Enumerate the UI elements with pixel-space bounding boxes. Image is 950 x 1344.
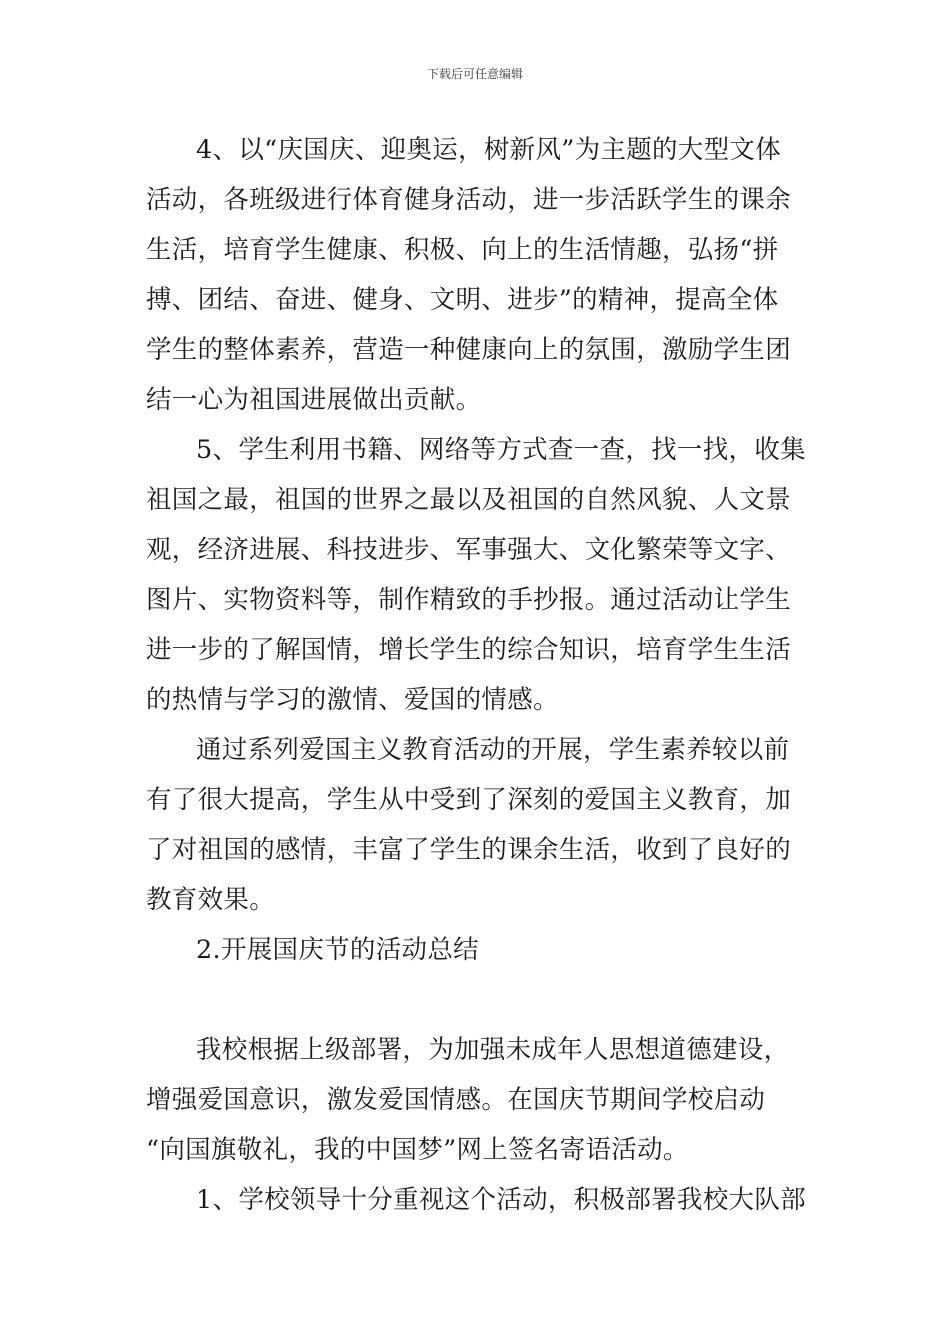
text-line: 我校根据上级部署，为加强未成年人思想道德建设， [196,1035,790,1065]
header-note: 下载后可任意编辑 [426,67,523,81]
text-line: 结一心为祖国进展做出贡献。 [146,385,482,415]
text-line: 增强爱国意识，激发爱国情感。在国庆节期间学校启动 [146,1085,766,1115]
text-line: 5、学生利用书籍、网络等方式查一查，找一找，收集 [196,435,806,465]
text-line: 通过系列爱国主义教育活动的开展，学生素养较以前 [196,735,790,765]
text-line: 搏、团结、奋进、健身、文明、进步”的精神，提高全体 [146,285,779,315]
text-line: 1、学校领导十分重视这个活动，积极部署我校大队部 [196,1185,806,1215]
section-heading: 2.开展国庆节的活动总结 [196,935,479,965]
text-line: 观，经济进展、科技进步、军事强大、文化繁荣等文字、 [146,535,792,565]
text-line: 生活，培育学生健康、积极、向上的生活情趣，弘扬“拼 [146,235,779,265]
text-line: 4、以“庆国庆、迎奥运，树新风”为主题的大型文体 [196,135,781,165]
text-line: 图片、实物资料等，制作精致的手抄报。通过活动让学生 [146,585,792,615]
text-line: 学生的整体素养，营造一种健康向上的氛围，激励学生团 [146,335,792,365]
text-line: “向国旗敬礼，我的中国梦”网上签名寄语活动。 [146,1135,689,1165]
text-line: 教育效果。 [146,885,276,915]
text-line: 祖国之最，祖国的世界之最以及祖国的自然风貌、人文景 [146,485,792,515]
text-line: 的热情与学习的激情、爱国的情感。 [146,685,559,715]
text-line: 进一步的了解国情，增长学生的综合知识，培育学生生活 [146,635,792,665]
text-line: 活动，各班级进行体育健身活动，进一步活跃学生的课余 [146,185,792,215]
text-line: 有了很大提高，学生从中受到了深刻的爱国主义教育，加 [146,785,792,815]
text-line: 了对祖国的感情，丰富了学生的课余生活，收到了良好的 [146,835,792,865]
